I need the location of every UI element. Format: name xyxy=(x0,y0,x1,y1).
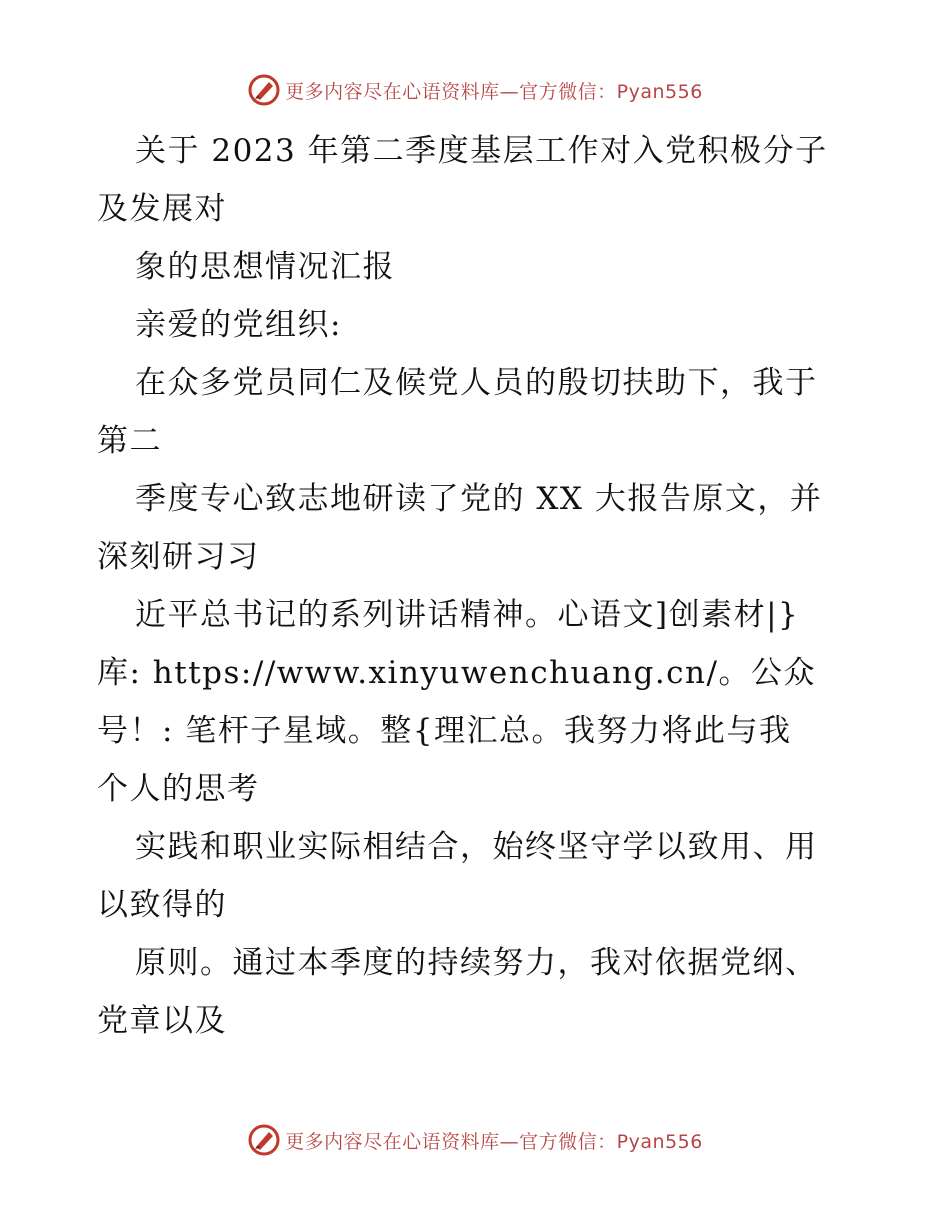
doc-line: 在众多党员同仁及候党人员的殷切扶助下，我于 xyxy=(135,365,818,401)
doc-line: 库: https://www.xinyuwenchuang.cn/。公众 xyxy=(97,655,816,691)
doc-line: 号！: 笔杆子星域。整{理汇总。我努力将此与我 xyxy=(97,713,792,749)
pen-logo-icon xyxy=(247,1123,281,1157)
doc-line: 季度专心致志地研读了党的 XX 大报告原文，并 xyxy=(135,481,823,517)
doc-line: 个人的思考 xyxy=(97,771,260,807)
footer-watermark-text: 更多内容尽在心语资料库—官方微信：Pyan556 xyxy=(285,1130,703,1153)
doc-line: 实践和职业实际相结合，始终坚守学以致用、用 xyxy=(135,829,818,865)
doc-line: 原则。通过本季度的持续努力，我对依据党纲、 xyxy=(135,945,818,981)
doc-line: 第二 xyxy=(97,423,162,459)
header-watermark-text: 更多内容尽在心语资料库—官方微信：Pyan556 xyxy=(285,80,703,103)
footer-watermark-banner xyxy=(0,1120,950,1160)
header-watermark-banner xyxy=(0,70,950,110)
doc-line: 以致得的 xyxy=(97,887,227,923)
doc-line: 党章以及 xyxy=(97,1003,227,1039)
doc-line: 亲爱的党组织: xyxy=(135,307,342,343)
doc-line: 关于 2023 年第二季度基层工作对入党积极分子 xyxy=(135,133,828,169)
document-body xyxy=(97,122,857,1050)
doc-line: 象的思想情况汇报 xyxy=(135,249,395,285)
pen-logo-icon xyxy=(247,73,281,107)
doc-line: 近平总书记的系列讲话精神。心语文]创素材|} xyxy=(135,597,800,633)
doc-line: 深刻研习习 xyxy=(97,539,260,575)
doc-line: 及发展对 xyxy=(97,191,227,227)
